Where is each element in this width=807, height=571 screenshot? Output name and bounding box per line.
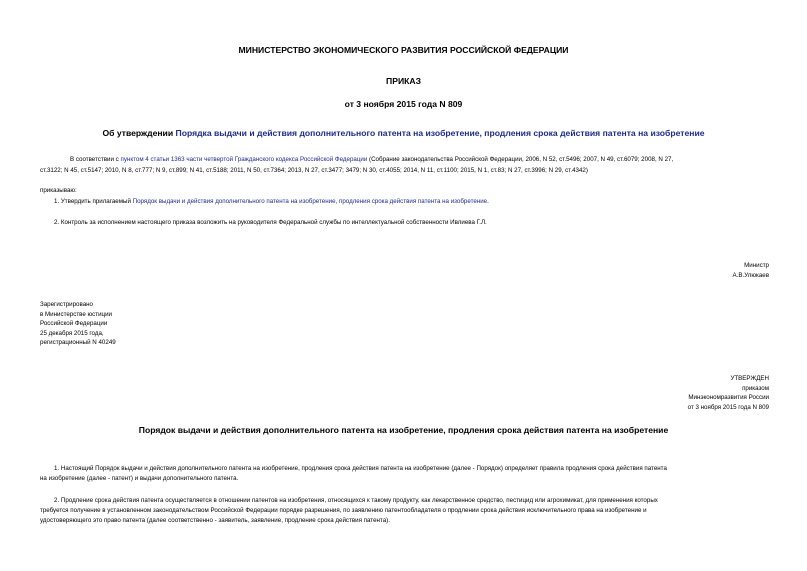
- procedure-title: Порядок выдачи и действия дополнительного патента на изобретение, продления срока действия патента на изобретение: [138, 425, 669, 435]
- item-1-suffix: .: [487, 198, 489, 205]
- registration-line: регистрационный N 40249: [40, 339, 116, 347]
- approval-block: [560, 374, 769, 412]
- para-1-line2: на изобретение (далее - патент) и выдачи дополнительного патента.: [40, 475, 239, 482]
- registration-line: Зарегистрировано: [40, 301, 93, 308]
- order-title: [0, 128, 807, 138]
- order-title-prefix: Об утверждении: [102, 128, 174, 138]
- civil-code-link[interactable]: пунктом 4 статьи 1363 части четвертой Гражданского кодекса Российской Федерации: [120, 156, 368, 163]
- order-title-link[interactable]: Порядка выдачи и действия дополнительного патента на изобретение, продления срока действия патента на изобретение: [175, 128, 705, 138]
- signature-position: Министр: [744, 262, 769, 269]
- registration-line: 25 декабря 2015 года,: [40, 329, 104, 337]
- preamble-text-end: (Собрание законодательства Российской Федерации, 2006, N 52, ст.5496; 2007, N 49, ст.6079; 2008, N 27,: [369, 156, 674, 163]
- registration-line: Российской Федерации: [40, 320, 108, 328]
- approval-line: Минэкономразвития России: [688, 394, 769, 402]
- signature-name: А.В.Улюкаев: [732, 272, 769, 279]
- registration-line: в Министерстве юстиции: [40, 310, 113, 318]
- para-2-line3: удостоверяющего это право патента (далее соответственно - заявитель, заявление, продление срока действия патента).: [40, 517, 390, 524]
- orders-word: приказываю:: [40, 187, 77, 194]
- para-2-line2: требуется получение в установленном законодательством Российской Федерации порядке разрешения, по заявлению патентообладателя о продлении срока действия исключительного права на изобретение и: [40, 507, 647, 514]
- registration-block: [40, 300, 116, 348]
- order-date: от 3 ноября 2015 года N 809: [344, 99, 463, 109]
- para-1-line1: 1. Настоящий Порядок выдачи и действия дополнительного патента на изобретение, продления срока действия патента на изобретение (далее - Порядок) определяет правила продления срока действия патента: [54, 465, 667, 472]
- preamble-line2: ст.3122; N 45, ст.5147; 2010, N 8, ст.777; N 9, ст.899; N 41, ст.5188; 2011, N 50, ст.7364; 2013, N 27, ст.3477; 3479; N 30, ст.4055; 2014, N 11, ст.1100; 2015, N 1, ст.83; N 27, ст.3996; N 29, ст.4342): [40, 167, 588, 174]
- order-heading: ПРИКАЗ: [386, 76, 421, 86]
- para-2-line1: 2. Продление срока действия патента осуществляется в отношении патентов на изобретения, относящихся к такому продукту, как лекарственное средство, пестицид или агрохимикат, для применения которых: [54, 497, 658, 504]
- preamble-text-start: В соответствии с: [70, 156, 119, 163]
- approval-line: УТВЕРЖДЕН: [730, 375, 769, 382]
- ministry-heading: МИНИСТЕРСТВО ЭКОНОМИЧЕСКОГО РАЗВИТИЯ РОССИЙСКОЙ ФЕДЕРАЦИИ: [238, 45, 569, 55]
- item-1: [54, 197, 489, 207]
- approval-line: от 3 ноября 2015 года N 809: [687, 403, 769, 411]
- approval-line: приказом: [742, 384, 769, 392]
- procedure-link[interactable]: Порядок выдачи и действия дополнительного патента на изобретение, продления срока действия патента на изобретение: [132, 198, 488, 205]
- preamble-line1: [70, 155, 770, 165]
- item-1-prefix: 1. Утвердить прилагаемый: [54, 198, 131, 205]
- item-2: 2. Контроль за исполнением настоящего приказа возложить на руководителя Федеральной службы по интеллектуальной собственности Ивлиева Г.Л.: [54, 219, 487, 226]
